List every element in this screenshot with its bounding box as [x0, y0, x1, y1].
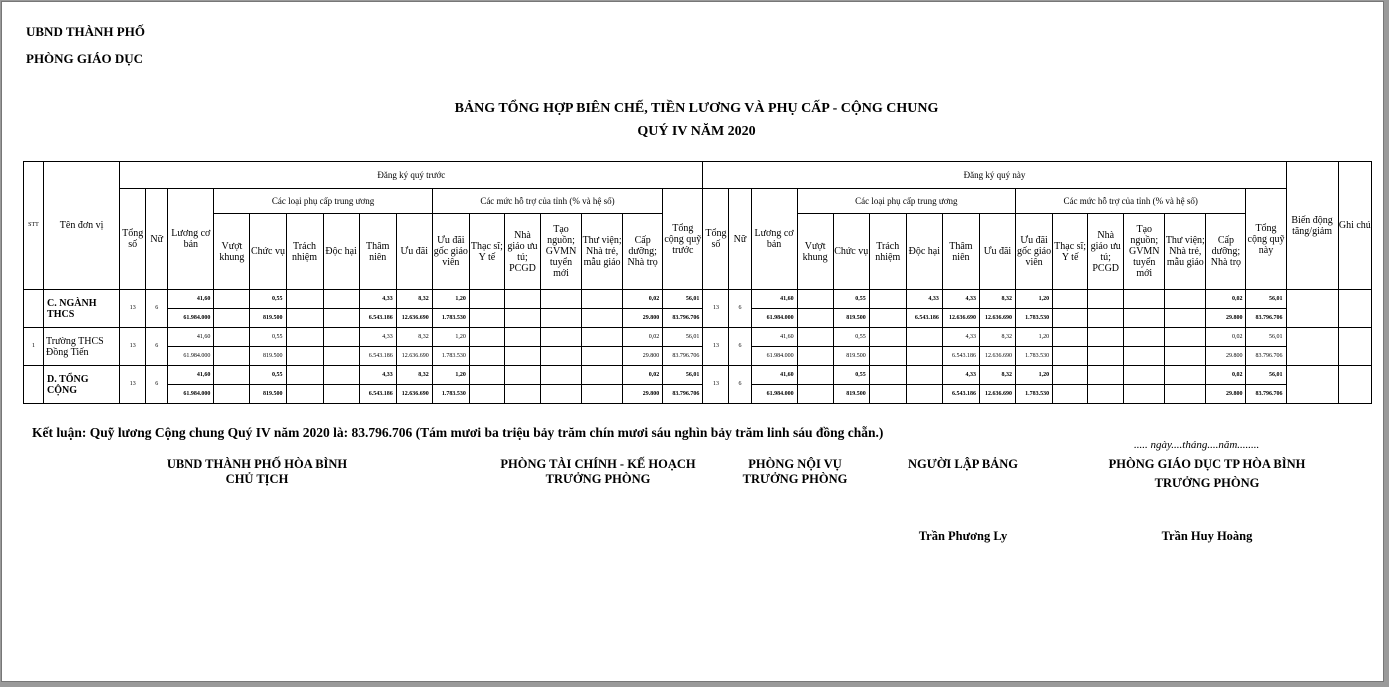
value-cell: 0,55 — [833, 366, 869, 385]
value-cell: 4,33 — [906, 290, 942, 309]
value-cell — [869, 366, 906, 385]
col-header-change: Biến động tăng/giảm — [1286, 162, 1338, 290]
signature-block-finance — [482, 457, 714, 487]
value-cell — [540, 309, 581, 328]
value-cell — [504, 290, 540, 309]
value-cell: 8,32 — [979, 290, 1015, 309]
value-cell: 83.796.706 — [1246, 309, 1286, 328]
value-cell: 0,02 — [623, 290, 663, 309]
value-cell — [504, 328, 540, 347]
value-cell: 83.796.706 — [663, 347, 703, 366]
row-note — [1338, 328, 1371, 366]
row-female: 6 — [146, 328, 168, 366]
value-cell: 1,20 — [432, 366, 469, 385]
value-cell — [469, 347, 504, 366]
value-cell — [469, 309, 504, 328]
value-cell — [286, 385, 323, 404]
signature-title: CHỦ TỊCH — [225, 472, 289, 486]
row-unit-name: D. TỔNG CỘNG — [44, 366, 120, 404]
table-row — [24, 366, 1372, 385]
value-cell — [469, 366, 504, 385]
value-cell: 4,33 — [359, 328, 396, 347]
row-change — [1286, 290, 1338, 328]
value-cell: 29.800 — [1206, 385, 1246, 404]
value-cell: 0,55 — [250, 290, 286, 309]
value-cell — [504, 347, 540, 366]
value-cell: 41,60 — [168, 366, 214, 385]
value-cell — [214, 385, 250, 404]
value-cell: 819.500 — [833, 385, 869, 404]
row-total-people: 13 — [120, 290, 146, 328]
value-cell — [469, 290, 504, 309]
value-cell — [1124, 385, 1165, 404]
value-cell: 61.984.000 — [751, 309, 797, 328]
value-cell — [906, 385, 942, 404]
value-cell: 56,01 — [663, 290, 703, 309]
col-header-thac-si: Thạc sĩ; Y tế — [469, 214, 504, 290]
date-line: ..... ngày....tháng....năm........ — [1134, 439, 1260, 451]
col-header-stt: STT — [24, 162, 44, 290]
value-cell: 4,33 — [359, 290, 396, 309]
value-cell: 6.543.186 — [906, 309, 942, 328]
value-cell — [540, 366, 581, 385]
row-note — [1338, 366, 1371, 404]
col-header-uu-dai-goc: Ưu đãi gốc giáo viên — [432, 214, 469, 290]
value-cell: 1.783.530 — [1016, 385, 1053, 404]
value-cell — [869, 328, 906, 347]
value-cell: 0,02 — [1206, 366, 1246, 385]
value-cell: 819.500 — [250, 347, 286, 366]
row-unit-name: Trường THCS Đồng Tiến — [44, 328, 120, 366]
signature-org: UBND THÀNH PHỐ HÒA BÌNH — [166, 457, 348, 471]
value-cell — [906, 366, 942, 385]
col-header-chuc-vu: Chức vụ — [250, 214, 286, 290]
col-header-base-salary: Lương cơ bản — [751, 189, 797, 290]
row-stt: 1 — [24, 328, 44, 366]
value-cell — [540, 347, 581, 366]
value-cell: 29.800 — [623, 347, 663, 366]
value-cell — [797, 328, 833, 347]
value-cell: 29.800 — [623, 309, 663, 328]
signature-org: PHÒNG TÀI CHÍNH - KẾ HOẠCH — [500, 457, 696, 471]
row-total-people: 13 — [120, 328, 146, 366]
value-cell: 1,20 — [1016, 328, 1053, 347]
value-cell — [582, 366, 623, 385]
col-header-prev-quarter: Đăng ký quý trước — [120, 162, 703, 189]
col-header-curr-quarter: Đăng ký quý này — [703, 162, 1286, 189]
value-cell: 61.984.000 — [751, 385, 797, 404]
value-cell — [582, 385, 623, 404]
col-header-nha-giao: Nhà giáo ưu tú; PCGD — [504, 214, 540, 290]
signature-block-education — [1092, 457, 1322, 544]
value-cell: 819.500 — [250, 309, 286, 328]
col-header-tham-nien: Thâm niên — [359, 214, 396, 290]
value-cell — [540, 385, 581, 404]
signature-org: PHÒNG GIÁO DỤC TP HÒA BÌNH — [1108, 457, 1306, 471]
value-cell: 41,60 — [751, 328, 797, 347]
col-header-tao-nguon: Tạo nguồn; GVMN tuyển mới — [540, 214, 581, 290]
value-cell — [1165, 347, 1206, 366]
value-cell: 61.984.000 — [168, 309, 214, 328]
col-header-uu-dai: Ưu đãi — [979, 214, 1015, 290]
value-cell: 41,60 — [751, 366, 797, 385]
value-cell: 83.796.706 — [1246, 385, 1286, 404]
row-unit-name: C. NGÀNH THCS — [44, 290, 120, 328]
value-cell — [1165, 385, 1206, 404]
col-header-central-allowances: Các loại phụ cấp trung ương — [797, 189, 1015, 214]
table-row — [24, 309, 1372, 328]
document-page — [1, 1, 1384, 682]
col-header-total-curr: Tổng cộng quỹ này — [1246, 189, 1286, 290]
value-cell: 29.800 — [1206, 309, 1246, 328]
value-cell: 56,01 — [663, 366, 703, 385]
col-header-tao-nguon: Tạo nguồn; GVMN tuyển mới — [1124, 214, 1165, 290]
value-cell — [540, 290, 581, 309]
value-cell — [1124, 366, 1165, 385]
value-cell — [1053, 347, 1088, 366]
col-header-female: Nữ — [729, 189, 751, 290]
value-cell: 1,20 — [1016, 366, 1053, 385]
value-cell: 8,32 — [979, 328, 1015, 347]
table-row — [24, 347, 1372, 366]
value-cell: 0,02 — [1206, 328, 1246, 347]
col-header-total-people: Tổng số — [120, 189, 146, 290]
value-cell: 8,32 — [396, 290, 432, 309]
value-cell: 1.783.530 — [1016, 347, 1053, 366]
col-header-vuot-khung: Vượt khung — [214, 214, 250, 290]
value-cell — [1124, 309, 1165, 328]
value-cell — [540, 328, 581, 347]
value-cell — [323, 328, 359, 347]
value-cell: 56,01 — [1246, 328, 1286, 347]
value-cell: 56,01 — [663, 328, 703, 347]
col-header-central-allowances: Các loại phụ cấp trung ương — [214, 189, 432, 214]
value-cell: 0,55 — [250, 366, 286, 385]
col-header-tham-nien: Thâm niên — [942, 214, 979, 290]
col-header-vuot-khung: Vượt khung — [797, 214, 833, 290]
row-female: 6 — [729, 366, 751, 404]
value-cell — [1088, 328, 1124, 347]
value-cell — [286, 328, 323, 347]
value-cell: 1,20 — [432, 328, 469, 347]
value-cell — [1053, 328, 1088, 347]
value-cell: 12.636.690 — [979, 347, 1015, 366]
value-cell — [582, 290, 623, 309]
value-cell: 4,33 — [942, 290, 979, 309]
value-cell — [1165, 309, 1206, 328]
payroll-table — [23, 161, 1372, 404]
row-stt — [24, 366, 44, 404]
value-cell — [214, 290, 250, 309]
value-cell — [504, 385, 540, 404]
value-cell — [1088, 290, 1124, 309]
value-cell — [1165, 290, 1206, 309]
col-header-female: Nữ — [146, 189, 168, 290]
value-cell — [286, 347, 323, 366]
row-total-people: 13 — [703, 290, 729, 328]
value-cell — [323, 347, 359, 366]
value-cell: 6.543.186 — [942, 347, 979, 366]
value-cell — [1088, 309, 1124, 328]
value-cell — [1053, 309, 1088, 328]
signature-title: TRƯỞNG PHÒNG — [545, 472, 651, 486]
value-cell — [797, 309, 833, 328]
value-cell: 29.800 — [623, 385, 663, 404]
col-header-provincial-support: Các mức hỗ trợ của tỉnh (% và hệ số) — [1016, 189, 1246, 214]
col-header-total-prev: Tổng cộng quỹ trước — [663, 189, 703, 290]
signature-block-home-affairs — [727, 457, 863, 487]
value-cell — [1165, 366, 1206, 385]
value-cell — [286, 309, 323, 328]
value-cell — [869, 309, 906, 328]
value-cell: 29.800 — [1206, 347, 1246, 366]
value-cell — [582, 309, 623, 328]
value-cell — [869, 347, 906, 366]
value-cell: 6.543.186 — [359, 385, 396, 404]
value-cell: 12.636.690 — [396, 347, 432, 366]
col-header-uu-dai-goc: Ưu đãi gốc giáo viên — [1016, 214, 1053, 290]
col-header-nha-giao: Nhà giáo ưu tú; PCGD — [1088, 214, 1124, 290]
value-cell: 1,20 — [432, 290, 469, 309]
value-cell — [214, 309, 250, 328]
value-cell: 0,02 — [623, 328, 663, 347]
value-cell — [1165, 328, 1206, 347]
value-cell: 12.636.690 — [979, 309, 1015, 328]
value-cell: 1.783.530 — [432, 385, 469, 404]
value-cell: 56,01 — [1246, 366, 1286, 385]
value-cell — [797, 290, 833, 309]
value-cell — [504, 309, 540, 328]
value-cell: 83.796.706 — [663, 309, 703, 328]
value-cell — [797, 347, 833, 366]
value-cell: 1.783.530 — [1016, 309, 1053, 328]
value-cell — [286, 366, 323, 385]
signature-org: PHÒNG NỘI VỤ — [748, 457, 842, 471]
value-cell — [469, 328, 504, 347]
signature-block-city — [142, 457, 372, 487]
value-cell: 61.984.000 — [751, 347, 797, 366]
value-cell — [1053, 290, 1088, 309]
table-row — [24, 290, 1372, 309]
value-cell — [1053, 366, 1088, 385]
value-cell — [286, 290, 323, 309]
row-female: 6 — [146, 290, 168, 328]
table-row — [24, 385, 1372, 404]
value-cell: 0,55 — [833, 328, 869, 347]
value-cell — [323, 290, 359, 309]
value-cell: 1,20 — [1016, 290, 1053, 309]
value-cell — [323, 385, 359, 404]
signature-title: TRƯỞNG PHÒNG — [742, 472, 848, 486]
signature-block-preparer — [892, 457, 1034, 544]
header-org: UBND THÀNH PHỐ — [26, 24, 145, 39]
col-header-thu-vien: Thư viện; Nhà trẻ, mẫu giáo — [582, 214, 623, 290]
value-cell: 12.636.690 — [979, 385, 1015, 404]
col-header-thu-vien: Thư viện; Nhà trẻ, mẫu giáo — [1165, 214, 1206, 290]
row-female: 6 — [146, 366, 168, 404]
value-cell — [906, 347, 942, 366]
value-cell: 0,55 — [250, 328, 286, 347]
row-total-people: 13 — [703, 366, 729, 404]
value-cell — [1088, 347, 1124, 366]
value-cell — [214, 328, 250, 347]
signature-name: Trần Phương Ly — [918, 529, 1008, 543]
document-subtitle: QUÝ IV NĂM 2020 — [637, 124, 756, 139]
value-cell: 6.543.186 — [942, 385, 979, 404]
value-cell: 6.543.186 — [359, 309, 396, 328]
row-change — [1286, 328, 1338, 366]
value-cell — [906, 328, 942, 347]
header-dept: PHÒNG GIÁO DỤC — [26, 51, 143, 66]
value-cell: 61.984.000 — [168, 347, 214, 366]
value-cell: 8,32 — [979, 366, 1015, 385]
value-cell — [582, 328, 623, 347]
col-header-cap-duong: Cấp dưỡng; Nhà trọ — [623, 214, 663, 290]
col-header-trach-nhiem: Trách nhiệm — [869, 214, 906, 290]
value-cell — [582, 347, 623, 366]
value-cell: 819.500 — [250, 385, 286, 404]
table-row — [24, 328, 1372, 347]
value-cell: 61.984.000 — [168, 385, 214, 404]
value-cell — [469, 385, 504, 404]
conclusion-text: Kết luận: Quỹ lương Cộng chung Quý IV năm 2020 là: 83.796.706 (Tám mươi ba triệu bảy trăm chín mươi sáu nghìn bảy trăm linh sáu đồng chẵn.) — [32, 425, 884, 440]
value-cell — [214, 366, 250, 385]
value-cell: 41,60 — [168, 290, 214, 309]
value-cell: 819.500 — [833, 347, 869, 366]
value-cell — [214, 347, 250, 366]
value-cell — [1124, 347, 1165, 366]
value-cell: 0,02 — [623, 366, 663, 385]
col-header-chuc-vu: Chức vụ — [833, 214, 869, 290]
col-header-cap-duong: Cấp dưỡng; Nhà trọ — [1206, 214, 1246, 290]
col-header-doc-hai: Độc hại — [906, 214, 942, 290]
value-cell: 12.636.690 — [396, 385, 432, 404]
row-total-people: 13 — [703, 328, 729, 366]
signature-title: NGƯỜI LẬP BẢNG — [908, 457, 1018, 471]
col-header-unit: Tên đơn vị — [44, 162, 120, 290]
value-cell: 4,33 — [359, 366, 396, 385]
col-header-total-people: Tổng số — [703, 189, 729, 290]
value-cell: 4,33 — [942, 366, 979, 385]
col-header-note: Ghi chú — [1338, 162, 1371, 290]
row-female: 6 — [729, 328, 751, 366]
value-cell — [869, 290, 906, 309]
signature-name: Trần Huy Hoàng — [1161, 529, 1253, 543]
value-cell — [1053, 385, 1088, 404]
value-cell: 8,32 — [396, 328, 432, 347]
row-stt — [24, 290, 44, 328]
value-cell: 4,33 — [942, 328, 979, 347]
value-cell: 56,01 — [1246, 290, 1286, 309]
value-cell — [869, 385, 906, 404]
col-header-trach-nhiem: Trách nhiệm — [286, 214, 323, 290]
col-header-provincial-support: Các mức hỗ trợ của tỉnh (% và hệ số) — [432, 189, 662, 214]
col-header-thac-si: Thạc sĩ; Y tế — [1053, 214, 1088, 290]
document-title: BẢNG TỔNG HỢP BIÊN CHẾ, TIỀN LƯƠNG VÀ PHỤ CẤP - CỘNG CHUNG — [454, 101, 939, 116]
col-header-base-salary: Lương cơ bản — [168, 189, 214, 290]
signature-title: TRƯỞNG PHÒNG — [1154, 476, 1260, 490]
value-cell: 0,02 — [1206, 290, 1246, 309]
value-cell — [1088, 366, 1124, 385]
table-body — [24, 290, 1372, 404]
value-cell: 6.543.186 — [359, 347, 396, 366]
col-header-doc-hai: Độc hại — [323, 214, 359, 290]
value-cell — [504, 366, 540, 385]
value-cell: 41,60 — [168, 328, 214, 347]
value-cell: 12.636.690 — [396, 309, 432, 328]
value-cell: 1.783.530 — [432, 347, 469, 366]
value-cell: 12.636.690 — [942, 309, 979, 328]
value-cell: 8,32 — [396, 366, 432, 385]
value-cell — [1124, 328, 1165, 347]
value-cell — [797, 385, 833, 404]
value-cell: 41,60 — [751, 290, 797, 309]
col-header-uu-dai: Ưu đãi — [396, 214, 432, 290]
value-cell: 819.500 — [833, 309, 869, 328]
value-cell — [323, 366, 359, 385]
row-note — [1338, 290, 1371, 328]
value-cell: 83.796.706 — [663, 385, 703, 404]
row-total-people: 13 — [120, 366, 146, 404]
value-cell: 83.796.706 — [1246, 347, 1286, 366]
row-female: 6 — [729, 290, 751, 328]
value-cell — [797, 366, 833, 385]
value-cell — [1124, 290, 1165, 309]
value-cell — [1088, 385, 1124, 404]
row-change — [1286, 366, 1338, 404]
value-cell: 0,55 — [833, 290, 869, 309]
value-cell — [323, 309, 359, 328]
value-cell: 1.783.530 — [432, 309, 469, 328]
